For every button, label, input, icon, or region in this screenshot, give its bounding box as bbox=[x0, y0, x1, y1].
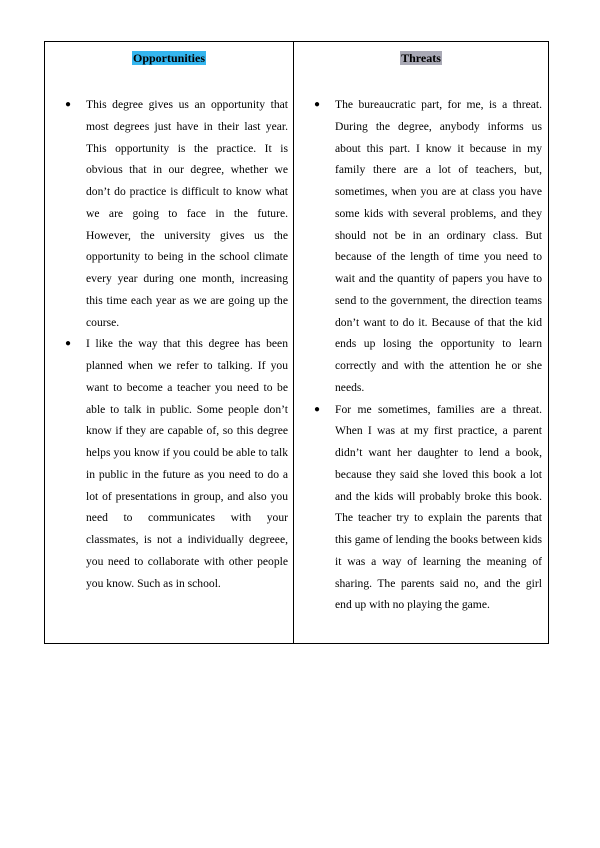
threat-text: For me sometimes, families are a threat. When I was at my first practice, a parent didn’t want her daughter to lend a book, because they said she loved this book a lot and the kids will probably broke this book. The teacher try to explain the parents that this game of lending the books between kids it was a way of learning the meaning of sharing. The parents said no, and the girl end up with no playing the game. bbox=[335, 402, 542, 612]
opportunity-item bbox=[65, 333, 288, 594]
threat-item bbox=[314, 399, 542, 617]
swot-table bbox=[44, 41, 549, 644]
threat-text: The bureaucratic part, for me, is a threat. During the degree, anybody informs us about this part. I know it because in my family there are a lot of teachers, but, sometimes, when you are at class you have some kids with several problems, and they should not be in an ordinary class. But because of the length of time you need to wait and the quantity of papers you have to send to the government, the direction teams don’t want to do it. Because of that the kid ends up losing the opportunity to learn correctly and with the attention he or she needs. bbox=[335, 98, 542, 394]
bullet-icon: ● bbox=[314, 403, 321, 415]
bullet-icon: ● bbox=[65, 338, 72, 350]
threat-item bbox=[314, 94, 542, 399]
opportunity-text: I like the way that this degree has been planned when we refer to talking. If you want to become a teacher you need to be able to talk in public. Some people don’t know if they are capable of, so this degree helps you know if you could be able to talk in public in the future as you need to do a lot of presentations in group, and also you need to communicates with your classmates, is not a individually degreee, you need to collaborate with other people you know. Such as in school. bbox=[86, 337, 288, 590]
opportunities-list bbox=[65, 94, 288, 594]
threats-heading: Threats bbox=[401, 51, 441, 65]
opportunity-text: This degree gives us an opportunity that most degrees just have in their last year. This opportunity is the practice. It is obvious that in our degree, whether we don’t do practice is difficult to know what we are going to face in the future. However, the university gives us the opportunity to being in the school climate every year during one month, increasing this time each year as we are going up the course. bbox=[86, 98, 288, 329]
opportunities-column bbox=[45, 42, 294, 643]
opportunities-heading: Opportunities bbox=[132, 51, 205, 65]
threats-column bbox=[294, 42, 548, 643]
bullet-icon: ● bbox=[65, 99, 72, 110]
threats-list bbox=[314, 94, 542, 616]
bullet-icon: ● bbox=[314, 99, 321, 110]
opportunity-item bbox=[65, 94, 288, 333]
